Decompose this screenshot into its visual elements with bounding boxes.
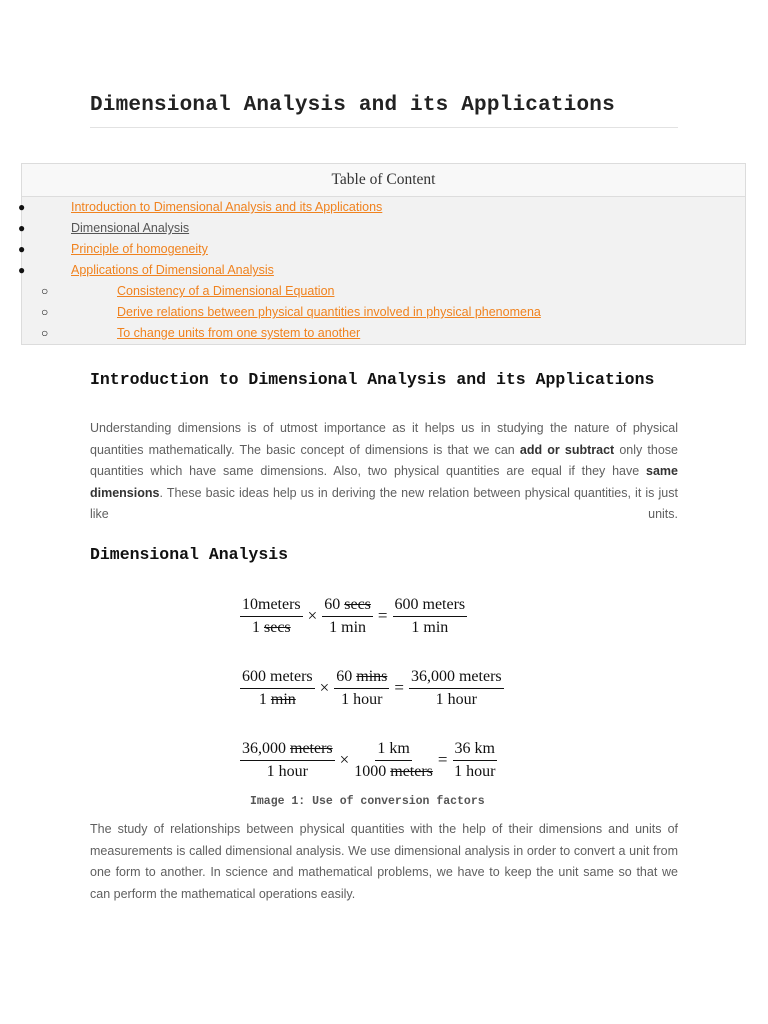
toc-item <box>18 260 745 281</box>
intro-bold-add-subtract: add or subtract <box>519 442 615 457</box>
bullet-disc-icon: ● <box>18 200 26 214</box>
toc-heading: Table of Content <box>22 164 745 197</box>
cancelled-unit: secs <box>344 595 371 613</box>
toc-link-consistency[interactable]: Consistency of a Dimensional Equation <box>117 284 335 298</box>
section-heading-dimensional-analysis: Dimensional Analysis <box>90 545 289 564</box>
cancelled-unit: secs <box>264 618 291 636</box>
denominator: 1 min <box>411 618 449 636</box>
intro-text-b: only those quantities which have same dimensions. Also, two physical quantities are equal if they have <box>90 442 678 478</box>
fraction <box>238 738 337 783</box>
multiply-sign: × <box>307 606 318 625</box>
bullet-disc-icon: ● <box>18 242 26 256</box>
toc-subitem <box>22 302 745 323</box>
numerator <box>322 594 373 617</box>
equation-minutes-to-hours <box>238 652 538 724</box>
fraction <box>391 594 470 639</box>
toc-subitem <box>22 323 745 344</box>
section-heading-introduction: Introduction to Dimensional Analysis and its Applications <box>90 370 655 389</box>
den-number: 1000 <box>354 762 391 780</box>
intro-text-c: . These basic ideas help us in deriving the new relation between physical quantities, it is just like units. <box>90 485 678 521</box>
multiply-sign: × <box>339 750 350 769</box>
numerator: 36,000 meters <box>409 666 504 689</box>
den-number: 1 <box>252 618 264 636</box>
numerator: 600 meters <box>393 594 468 617</box>
fraction <box>332 666 391 711</box>
fraction <box>451 738 499 783</box>
multiply-sign: × <box>319 678 330 697</box>
equals-sign: = <box>437 750 448 769</box>
fraction <box>238 594 305 639</box>
cancelled-unit: min <box>270 690 296 708</box>
denominator: 1 hour <box>454 762 496 780</box>
intro-bold-same-dimensions: same dimensions <box>90 464 678 500</box>
toc-link-applications[interactable]: Applications of Dimensional Analysis <box>71 263 274 277</box>
fraction <box>352 738 435 783</box>
bullet-circle-icon: ○ <box>41 284 49 298</box>
num-number: 60 <box>336 667 357 685</box>
table-of-contents <box>18 163 746 345</box>
page-title: Dimensional Analysis and its Applications <box>90 94 678 128</box>
denominator: 1 hour <box>341 690 383 708</box>
toc-item <box>18 197 745 218</box>
toc-list <box>18 197 745 344</box>
fraction <box>238 666 317 711</box>
denominator: 1 min <box>329 618 367 636</box>
num-number: 60 <box>324 595 345 613</box>
figure-caption: Image 1: Use of conversion factors <box>250 795 485 808</box>
dimensional-analysis-paragraph: The study of relationships between physical quantities with the help of their dimensions and units of measurements is called dimensional analysis. We use dimensional analysis in order to convert a unit from one form to another. In science and mathematical problems, we have to keep the unit same so that we can perform the mathematical operations easily. <box>90 822 678 901</box>
denominator <box>252 617 291 639</box>
denominator <box>259 689 296 711</box>
toc-subitem <box>22 281 745 302</box>
numerator <box>240 738 335 761</box>
equals-sign: = <box>377 606 388 625</box>
equals-sign: = <box>394 678 404 697</box>
bullet-circle-icon: ○ <box>41 305 49 319</box>
denominator: 1 hour <box>266 762 308 780</box>
toc-link-principle-of-homogeneity[interactable]: Principle of homogeneity <box>71 242 208 256</box>
numerator: 36 km <box>453 738 497 761</box>
cancelled-unit: meters <box>290 739 333 757</box>
toc-link-dimensional-analysis[interactable]: Dimensional Analysis <box>71 221 190 235</box>
num-number: 36,000 <box>242 739 290 757</box>
numerator <box>334 666 389 689</box>
denominator <box>354 761 433 783</box>
conversion-equations-figure <box>238 580 538 796</box>
bullet-circle-icon: ○ <box>41 326 49 340</box>
den-number: 1 <box>258 690 271 708</box>
intro-text-a: Understanding dimensions is of utmost importance as it helps us in studying the nature of physical quantities mathematically. The basic concept of dimensions is that we can <box>90 421 678 457</box>
toc-link-introduction[interactable]: Introduction to Dimensional Analysis and its Applications <box>71 200 383 214</box>
toc-item <box>18 239 745 260</box>
numerator: 600 meters <box>240 666 315 689</box>
intro-paragraph <box>90 418 678 526</box>
numerator: 1 km <box>375 738 411 761</box>
cancelled-unit: meters <box>390 762 433 780</box>
numerator: 10meters <box>240 594 303 617</box>
toc-item <box>18 218 745 239</box>
toc-link-change-units[interactable]: To change units from one system to another <box>117 326 361 340</box>
toc-link-derive-relations[interactable]: Derive relations between physical quantities involved in physical phenomena <box>117 305 541 319</box>
fraction <box>320 594 375 639</box>
fraction <box>407 666 506 711</box>
denominator: 1 hour <box>435 690 477 708</box>
equation-meters-to-km <box>238 724 538 796</box>
bullet-disc-icon: ● <box>18 263 26 277</box>
cancelled-unit: mins <box>356 667 388 685</box>
equation-seconds-to-minutes <box>238 580 538 652</box>
bullet-disc-icon: ● <box>18 221 26 235</box>
